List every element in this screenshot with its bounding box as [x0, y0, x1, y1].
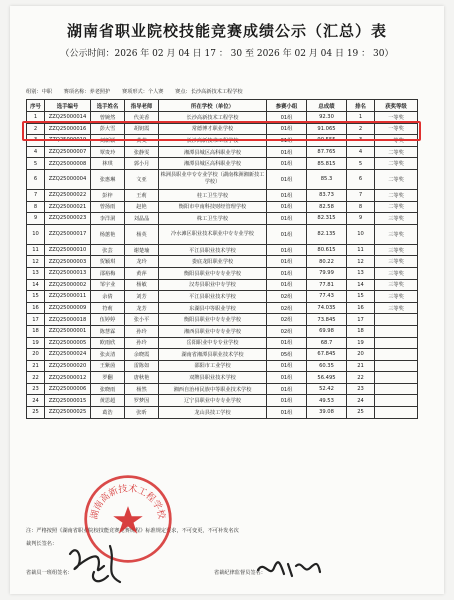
- table-cell: 02组: [267, 291, 307, 303]
- table-cell: ZZQ25000019: [45, 135, 91, 147]
- table-cell: 16: [347, 302, 375, 314]
- table-cell: 二等奖: [375, 201, 418, 213]
- table-cell: 彭梓: [91, 189, 125, 201]
- table-cell: 一等奖: [375, 123, 418, 135]
- table-cell: 01组: [267, 213, 307, 225]
- table-cell: 85.815: [307, 158, 347, 170]
- table-cell: ZZQ25000018: [45, 314, 91, 326]
- table-cell: 01组: [267, 267, 307, 279]
- judge-handwritten-signature: [64, 532, 134, 590]
- table-cell: 三等奖: [375, 213, 418, 225]
- table-cell: ZZQ25000025: [45, 407, 91, 419]
- table-cell: 85.3: [307, 169, 347, 189]
- table-cell: 代美香: [125, 112, 159, 124]
- meta-venue: 赛点：长沙高新技术工程学校: [175, 89, 243, 95]
- table-cell: 孙玲: [125, 337, 159, 349]
- table-cell: 林琪: [91, 158, 125, 170]
- results-table: [26, 99, 418, 419]
- table-cell: 19: [347, 337, 375, 349]
- table-cell: 9: [27, 213, 45, 225]
- table-cell: 22: [347, 372, 375, 384]
- table-cell: 8: [347, 201, 375, 213]
- table-cell: 赵艳: [125, 201, 159, 213]
- table-cell: ZZQ25000012: [45, 372, 91, 384]
- table-cell: 73.845: [307, 314, 347, 326]
- table-cell: 余倩: [91, 291, 125, 303]
- table-cell: 桂工卫生学校: [159, 189, 267, 201]
- table-cell: 杨英: [125, 224, 159, 244]
- table-cell: 罗翻: [91, 372, 125, 384]
- table-cell: ZZQ25000017: [45, 224, 91, 244]
- table-cell: 三等奖: [375, 279, 418, 291]
- table-row: [27, 279, 418, 291]
- table-cell: [375, 372, 418, 384]
- table-cell: ZZQ25000007: [45, 146, 91, 158]
- table-cell: 18: [27, 325, 45, 337]
- table-cell: 60.35: [307, 360, 347, 372]
- table-cell: 6: [347, 169, 375, 189]
- table-cell: 邵裕梅: [91, 267, 125, 279]
- table-cell: 黄思超: [91, 395, 125, 407]
- table-cell: [375, 325, 418, 337]
- table-cell: ZZQ25000013: [45, 267, 91, 279]
- table-cell: 49.53: [307, 395, 347, 407]
- table-row: [27, 291, 418, 303]
- table-cell: 一等奖: [375, 135, 418, 147]
- table-cell: 5: [27, 158, 45, 170]
- table-cell: 葛浩: [91, 407, 125, 419]
- table-cell: 7: [27, 189, 45, 201]
- table-cell: 胡钥霞: [125, 123, 159, 135]
- table-row: [27, 224, 418, 244]
- table-cell: 湘西自治州民族中等职业技术学校: [159, 383, 267, 395]
- svg-text:湖南高新技术工程学校: 湖南高新技术工程学校: [88, 483, 168, 521]
- table-body: [27, 112, 418, 419]
- table-cell: 张芸: [91, 244, 125, 256]
- table-cell: 符莉: [91, 302, 125, 314]
- table-cell: 82.135: [307, 224, 347, 244]
- meta-event: 赛项名称：养老照护: [63, 89, 111, 95]
- table-cell: ZZQ25000009: [45, 302, 91, 314]
- table-cell: 邹宇业: [91, 279, 125, 291]
- table-cell: 张惠琳: [91, 169, 125, 189]
- table-cell: 25: [27, 407, 45, 419]
- header-cell: 序号: [27, 100, 45, 112]
- table-cell: 6: [27, 169, 45, 189]
- table-cell: 刘新颖: [91, 135, 125, 147]
- table-cell: 01组: [267, 123, 307, 135]
- table-cell: 14: [347, 279, 375, 291]
- table-cell: 01组: [267, 395, 307, 407]
- table-cell: 一等奖: [375, 112, 418, 124]
- table-header-row: [27, 100, 418, 112]
- table-cell: 17: [27, 314, 45, 326]
- table-cell: 1: [27, 112, 45, 124]
- supervisor-handwritten-signature: [254, 556, 324, 582]
- table-cell: 4: [27, 146, 45, 158]
- table-cell: ZZQ25000021: [45, 201, 91, 213]
- table-cell: 24: [347, 395, 375, 407]
- table-cell: 7: [347, 189, 375, 201]
- table-row: [27, 360, 418, 372]
- footer-note: 注：严格按照《湖南省职业院校技能竞赛竞赛规程》标准规定要求，不可变更，不可补发名次: [26, 528, 239, 534]
- table-cell: 5: [347, 158, 375, 170]
- table-cell: 01组: [267, 146, 307, 158]
- table-cell: [375, 314, 418, 326]
- table-cell: 12: [27, 256, 45, 268]
- table-cell: 衡阳县职业中专专业学校: [159, 267, 267, 279]
- table-row: [27, 256, 418, 268]
- table-cell: 01组: [267, 169, 307, 189]
- table-cell: 张晓雨: [91, 383, 125, 395]
- table-cell: 彭大雪: [91, 123, 125, 135]
- table-cell: 三等奖: [375, 224, 418, 244]
- table-cell: 52.42: [307, 383, 347, 395]
- table-cell: 90.555: [307, 135, 347, 147]
- table-cell: 83.73: [307, 189, 347, 201]
- table-row: [27, 158, 418, 170]
- table-cell: 01组: [267, 158, 307, 170]
- table-row: [27, 146, 418, 158]
- table-cell: 曾婉然: [91, 112, 125, 124]
- table-cell: 10: [347, 224, 375, 244]
- table-cell: 郭小月: [125, 158, 159, 170]
- table-cell: 张静雯: [125, 146, 159, 158]
- table-cell: 曾扬雨: [91, 201, 125, 213]
- table-cell: ZZQ25000024: [45, 349, 91, 361]
- table-cell: 18: [347, 325, 375, 337]
- table-cell: 11: [347, 244, 375, 256]
- header-cell: 总成绩: [307, 100, 347, 112]
- page-subtitle: （公示时间：2026 年 02 月 04 日 17 ： 30 至 2026 年 02 月 04 日 19 ： 30）: [60, 49, 394, 59]
- header-cell: 获奖等级: [375, 100, 418, 112]
- table-cell: 龙玲: [125, 256, 159, 268]
- table-cell: 黄艾: [125, 135, 159, 147]
- table-cell: 24: [27, 395, 45, 407]
- table-cell: 雷陈如: [125, 360, 159, 372]
- table-cell: ZZQ25000005: [45, 337, 91, 349]
- supervisor-signature-label: 省裁员一班组签名：: [26, 570, 73, 576]
- table-cell: 湘潭县城区高科职业学校: [159, 146, 267, 158]
- table-cell: ZZQ25000002: [45, 279, 91, 291]
- judge-signature-label: 裁判长签名：: [26, 541, 58, 547]
- table-cell: 湘潭县城区高科职业学校: [159, 158, 267, 170]
- table-row: [27, 407, 418, 419]
- table-cell: 唐秋艳: [125, 372, 159, 384]
- table-cell: 05组: [267, 349, 307, 361]
- table-cell: [375, 395, 418, 407]
- table-cell: 张昕: [125, 407, 159, 419]
- table-cell: [375, 337, 418, 349]
- table-row: [27, 267, 418, 279]
- table-cell: 陈慧霖: [91, 325, 125, 337]
- table-cell: ZZQ25000023: [45, 213, 91, 225]
- table-cell: [375, 349, 418, 361]
- table-cell: 湖南省湘潭县职业技术学校: [159, 349, 267, 361]
- table-cell: [375, 383, 418, 395]
- table-cell: 8: [27, 201, 45, 213]
- table-cell: 01组: [267, 337, 307, 349]
- table-row: [27, 213, 418, 225]
- table-cell: 23: [347, 383, 375, 395]
- table-cell: [375, 407, 418, 419]
- table-cell: 68.7: [307, 337, 347, 349]
- table-cell: 冷水滩区职业技术职业中专专业学校: [159, 224, 267, 244]
- table-cell: 张小平: [125, 314, 159, 326]
- table-cell: 双牌县职业技术学校: [159, 372, 267, 384]
- meta-line: [26, 88, 416, 95]
- table-cell: 82.315: [307, 213, 347, 225]
- table-cell: 87.765: [307, 146, 347, 158]
- table-cell: 杨然: [125, 383, 159, 395]
- table-cell: 14: [27, 279, 45, 291]
- table-cell: 12: [347, 256, 375, 268]
- table-cell: 邵阳市工业学校: [159, 360, 267, 372]
- table-cell: 张贞清: [91, 349, 125, 361]
- table-cell: 80.615: [307, 244, 347, 256]
- table-cell: 91.065: [307, 123, 347, 135]
- table-cell: ZZQ25000001: [45, 325, 91, 337]
- table-row: [27, 314, 418, 326]
- table-cell: 刘晶晶: [125, 213, 159, 225]
- table-cell: 21: [27, 360, 45, 372]
- table-cell: 11: [27, 244, 45, 256]
- table-cell: 三等奖: [375, 291, 418, 303]
- table-cell: 二等奖: [375, 158, 418, 170]
- table-cell: 长沙高新技术工程学校: [159, 112, 267, 124]
- table-cell: 3: [27, 135, 45, 147]
- table-cell: ZZQ25000014: [45, 112, 91, 124]
- table-cell: 覃贵玲: [91, 146, 125, 158]
- table-cell: 二等奖: [375, 189, 418, 201]
- table-cell: 16: [27, 302, 45, 314]
- meta-type: 赛项形式：个人赛: [121, 89, 164, 95]
- table-cell: 01组: [267, 256, 307, 268]
- table-cell: 孙玲: [125, 325, 159, 337]
- table-cell: 01组: [267, 112, 307, 124]
- table-cell: 17: [347, 314, 375, 326]
- table-cell: 株洲县职业中专专业学校（湖南株洲湘新技工学校）: [159, 169, 267, 189]
- table-cell: 82.58: [307, 201, 347, 213]
- table-cell: 长沙高新技术工程学校: [159, 135, 267, 147]
- table-cell: 刘芳: [125, 291, 159, 303]
- table-cell: 衡阳县职业中专专业学校: [159, 314, 267, 326]
- table-row: [27, 372, 418, 384]
- table-cell: 谢楚瑜: [125, 244, 159, 256]
- table-cell: 3: [347, 135, 375, 147]
- table-cell: ZZQ25000016: [45, 123, 91, 135]
- table-cell: ZZQ25000006: [45, 383, 91, 395]
- table-cell: 黄萍: [125, 267, 159, 279]
- table-cell: 01组: [267, 372, 307, 384]
- table-cell: 01组: [267, 224, 307, 244]
- table-cell: 15: [27, 291, 45, 303]
- table-cell: 20: [347, 349, 375, 361]
- table-cell: 文亚: [125, 169, 159, 189]
- header-cell: 选手编号: [45, 100, 91, 112]
- table-cell: 三等奖: [375, 267, 418, 279]
- table-cell: ZZQ25000004: [45, 169, 91, 189]
- table-cell: 19: [27, 337, 45, 349]
- highlight-box: [22, 121, 421, 141]
- table-cell: 常德博才职业学校: [159, 123, 267, 135]
- table-cell: 10: [27, 224, 45, 244]
- table-cell: 罗梦因: [125, 395, 159, 407]
- page-title: 湖南省职业院校技能竞赛成绩公示（汇总）表: [66, 22, 387, 40]
- table-row: [27, 244, 418, 256]
- table-cell: 02组: [267, 314, 307, 326]
- table-cell: 汉寿县职业中专学校: [159, 279, 267, 291]
- table-cell: 13: [347, 267, 375, 279]
- header-cell: 排名: [347, 100, 375, 112]
- table-cell: 湘西县职业中专专业学校: [159, 325, 267, 337]
- table-cell: 平江县职业技术学校: [159, 244, 267, 256]
- table-cell: 龙山县技工学校: [159, 407, 267, 419]
- table-cell: ZZQ25000020: [45, 360, 91, 372]
- table-cell: 69.98: [307, 325, 347, 337]
- table-cell: 39.08: [307, 407, 347, 419]
- table-cell: 辽宁县职业中专专业学校: [159, 395, 267, 407]
- table-cell: 01组: [267, 360, 307, 372]
- table-cell: ZZQ25000011: [45, 291, 91, 303]
- table-cell: ZZQ25000008: [45, 158, 91, 170]
- table-cell: 2: [27, 123, 45, 135]
- table-cell: 02组: [267, 302, 307, 314]
- table-cell: 92.30: [307, 112, 347, 124]
- table-cell: 岳阳职业中专专业学校: [159, 337, 267, 349]
- table-cell: 01组: [267, 244, 307, 256]
- table-cell: 杨蕙艳: [91, 224, 125, 244]
- table-row: [27, 189, 418, 201]
- table-cell: 东湖县中等职业学校: [159, 302, 267, 314]
- table-row: [27, 325, 418, 337]
- table-cell: 80.22: [307, 256, 347, 268]
- table-cell: 株工卫生学校: [159, 213, 267, 225]
- table-cell: 20: [27, 349, 45, 361]
- table-cell: 25: [347, 407, 375, 419]
- table-cell: 衡阳市中南科技财经管理学校: [159, 201, 267, 213]
- table-cell: 伍婷婷: [91, 314, 125, 326]
- table-cell: 01组: [267, 201, 307, 213]
- table-cell: 贺颖琪: [91, 256, 125, 268]
- table-cell: 龙芳: [125, 302, 159, 314]
- table-cell: 74.035: [307, 302, 347, 314]
- table-cell: 01组: [267, 135, 307, 147]
- table-cell: 56.495: [307, 372, 347, 384]
- table-cell: ZZQ25000015: [45, 395, 91, 407]
- table-cell: ZZQ25000022: [45, 189, 91, 201]
- table-cell: 三等奖: [375, 302, 418, 314]
- table-row: [27, 383, 418, 395]
- table-cell: 4: [347, 146, 375, 158]
- table-cell: 9: [347, 213, 375, 225]
- table-cell: 二等奖: [375, 169, 418, 189]
- table-cell: 王莉: [125, 189, 159, 201]
- table-cell: 娄底龙阳职业学校: [159, 256, 267, 268]
- table-cell: 01组: [267, 189, 307, 201]
- table-cell: 杨敏: [125, 279, 159, 291]
- meta-group: 组别：中职: [26, 89, 52, 95]
- table-cell: ZZQ25000003: [45, 256, 91, 268]
- table-cell: 王紫茵: [91, 360, 125, 372]
- table-cell: 三等奖: [375, 256, 418, 268]
- table-cell: 01组: [267, 383, 307, 395]
- header-cell: 参赛小组: [267, 100, 307, 112]
- table-cell: 2: [347, 123, 375, 135]
- table-cell: 余晓霞: [125, 349, 159, 361]
- table-cell: 01组: [267, 279, 307, 291]
- table-cell: 77.43: [307, 291, 347, 303]
- table-row: [27, 201, 418, 213]
- header-cell: 选手姓名: [91, 100, 125, 112]
- table-row: [27, 395, 418, 407]
- table-row: [27, 302, 418, 314]
- table-cell: 01组: [267, 407, 307, 419]
- table-cell: 1: [347, 112, 375, 124]
- table-cell: 21: [347, 360, 375, 372]
- table-cell: 13: [27, 267, 45, 279]
- table-cell: 欧雨欣: [91, 337, 125, 349]
- table-row: [27, 337, 418, 349]
- table-cell: 平江县职业技术学校: [159, 291, 267, 303]
- table-cell: ZZQ25000010: [45, 244, 91, 256]
- arbitration-signature-label: 省裁纪律监督员签名：: [214, 570, 266, 576]
- table-cell: 23: [27, 383, 45, 395]
- table-cell: 79.99: [307, 267, 347, 279]
- table-cell: 22: [27, 372, 45, 384]
- table-cell: [375, 360, 418, 372]
- table-cell: 77.81: [307, 279, 347, 291]
- table-row: [27, 169, 418, 189]
- table-cell: 67.845: [307, 349, 347, 361]
- table-cell: 15: [347, 291, 375, 303]
- table-cell: 二等奖: [375, 146, 418, 158]
- header-cell: 所在学校（单位）: [159, 100, 267, 112]
- table-cell: 李洋洞: [91, 213, 125, 225]
- table-cell: 02组: [267, 325, 307, 337]
- table-cell: 三等奖: [375, 244, 418, 256]
- header-cell: 指导老师: [125, 100, 159, 112]
- table-row: [27, 349, 418, 361]
